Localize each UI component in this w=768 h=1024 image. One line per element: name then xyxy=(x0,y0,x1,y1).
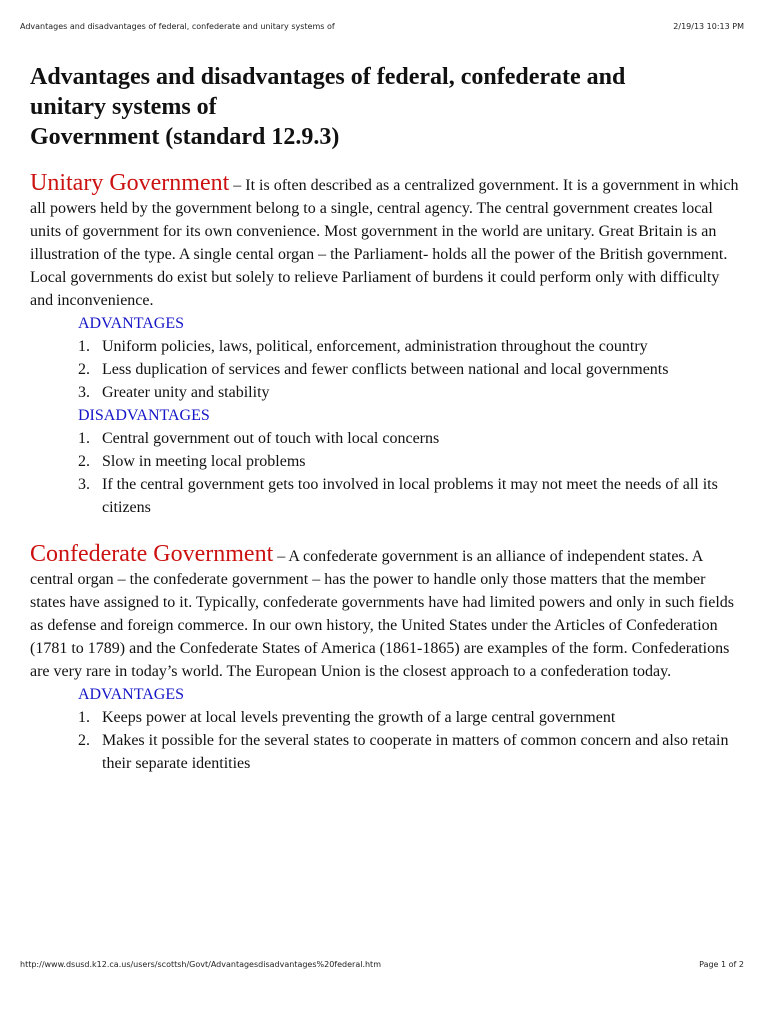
confederate-advantages-list xyxy=(30,706,742,775)
page-title-line-3: Government (standard 12.9.3) xyxy=(30,124,340,150)
list-item-number: 2. xyxy=(78,453,90,470)
list-item xyxy=(30,473,742,519)
print-footer-page-number: Page 1 of 2 xyxy=(699,960,744,969)
print-footer-url: http://www.dsusd.k12.ca.us/users/scottsh/Govt/Advantagesdisadvantages%20federal.htm xyxy=(20,960,381,969)
print-header-title: Advantages and disadvantages of federal, confederate and unitary systems of xyxy=(20,22,335,31)
page-title-line-2: unitary systems of xyxy=(30,94,217,120)
list-item-number: 2. xyxy=(78,732,90,749)
print-header xyxy=(0,22,768,36)
document-content xyxy=(30,62,742,775)
list-item-text: Makes it possible for the several states to cooperate in matters of common concern and also retain their separate identities xyxy=(102,732,729,772)
list-item-number: 1. xyxy=(78,709,90,726)
unitary-section xyxy=(30,172,742,519)
list-item-text: Greater unity and stability xyxy=(102,384,270,401)
page-title xyxy=(30,62,742,152)
list-item-number: 2. xyxy=(78,361,90,378)
list-item-number: 1. xyxy=(78,430,90,447)
confederate-paragraph xyxy=(30,543,742,683)
unitary-advantages-list xyxy=(30,335,742,404)
unitary-advantages-heading: ADVANTAGES xyxy=(78,315,184,332)
list-item xyxy=(30,729,742,775)
list-item xyxy=(30,381,742,404)
list-item-number: 3. xyxy=(78,476,90,493)
print-footer xyxy=(0,960,768,974)
list-item xyxy=(30,427,742,450)
page-title-line-1: Advantages and disadvantages of federal, confederate and xyxy=(30,64,626,90)
list-item-text: If the central government gets too involved in local problems it may not meet the needs of all its citizens xyxy=(102,476,718,516)
unitary-body: – It is often described as a centralized government. It is a government in which all powers held by the government belong to a single, central agency. The central government creates local units of government for its own convenience. Most government in the world are unitary. Great Britain is an illustration of the type. A single cental organ – the Parliament- holds all the power of the British government. Local governments do exist but solely to relieve Parliament of burdens it could perform only with difficulty and inconvenience. xyxy=(30,177,739,309)
confederate-heading: Confederate Government xyxy=(30,541,274,567)
confederate-advantages-heading: ADVANTAGES xyxy=(78,686,184,703)
list-item-text: Less duplication of services and fewer conflicts between national and local governments xyxy=(102,361,669,378)
confederate-body: – A confederate government is an alliance of independent states. A central organ – the confederate government – has the power to handle only those matters that the member states have assigned to it. Typically, confederate governments have had limited powers and only in such fields as defense and foreign commerce. In our own history, the United States under the Articles of Confederation (1781 to 1789) and the Confederate States of America (1861-1865) are examples of the form. Confederations are very rare in today’s world. The European Union is the closest approach to a confederation today. xyxy=(30,548,735,680)
list-item xyxy=(30,358,742,381)
list-item-text: Keeps power at local levels preventing the growth of a large central government xyxy=(102,709,616,726)
list-item xyxy=(30,706,742,729)
list-item-text: Slow in meeting local problems xyxy=(102,453,306,470)
unitary-paragraph xyxy=(30,172,742,312)
confederate-section xyxy=(30,543,742,775)
list-item-text: Central government out of touch with local concerns xyxy=(102,430,440,447)
list-item-text: Uniform policies, laws, political, enforcement, administration throughout the country xyxy=(102,338,648,355)
unitary-disadvantages-heading: DISADVANTAGES xyxy=(78,407,210,424)
list-item xyxy=(30,335,742,358)
print-header-timestamp: 2/19/13 10:13 PM xyxy=(673,22,744,31)
unitary-heading: Unitary Government xyxy=(30,170,230,196)
list-item xyxy=(30,450,742,473)
unitary-disadvantages-list xyxy=(30,427,742,519)
list-item-number: 3. xyxy=(78,384,90,401)
list-item-number: 1. xyxy=(78,338,90,355)
